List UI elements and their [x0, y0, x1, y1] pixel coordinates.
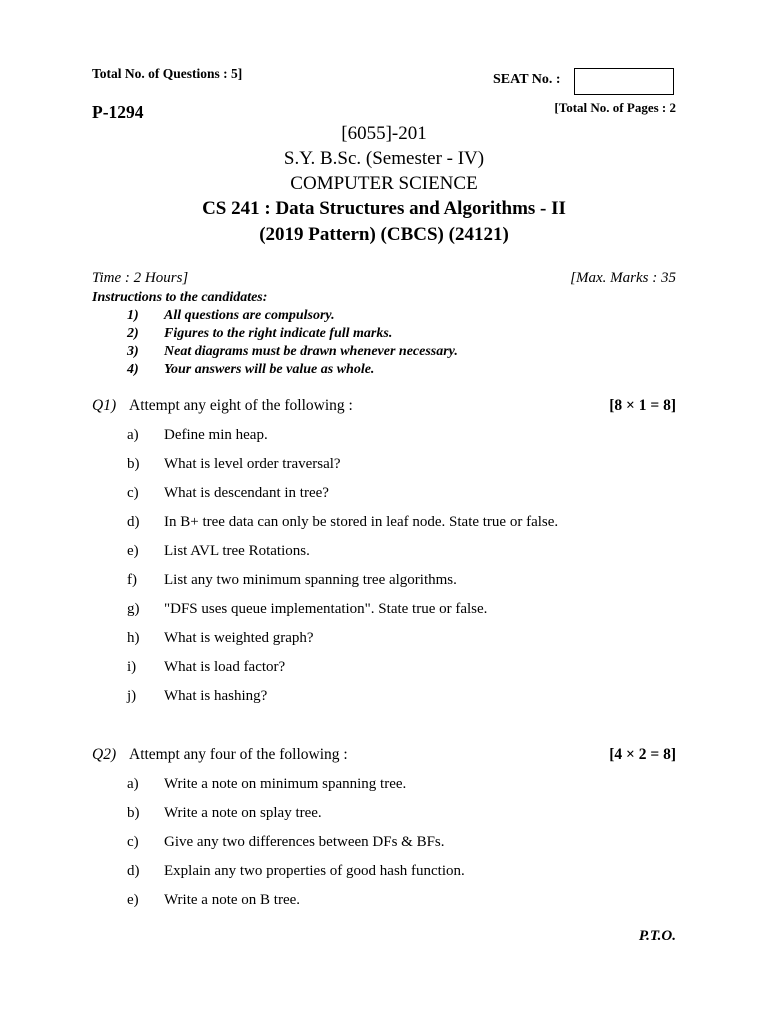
instruction-number: 2): [127, 326, 139, 341]
item-label: c): [127, 834, 139, 850]
item-text: Define min heap.: [164, 427, 268, 443]
question-number: Q1): [92, 397, 117, 414]
item-text: What is level order traversal?: [164, 456, 341, 472]
question-marks: [8 × 1 = 8]: [609, 397, 676, 414]
item-text: "DFS uses queue implementation". State true or false.: [164, 601, 488, 617]
paper-title: CS 241 : Data Structures and Algorithms - II: [202, 198, 566, 219]
instruction-text: All questions are compulsory.: [164, 308, 335, 323]
item-label: g): [127, 601, 140, 617]
item-label: b): [127, 456, 140, 472]
max-marks: [Max. Marks : 35: [570, 270, 676, 286]
instruction-text: Your answers will be value as whole.: [164, 362, 375, 377]
item-text: What is load factor?: [164, 659, 286, 675]
item-label: d): [127, 514, 140, 530]
seat-number-box[interactable]: [574, 68, 674, 95]
seat-number-label: SEAT No. :: [493, 72, 561, 87]
department-title: COMPUTER SCIENCE: [290, 173, 478, 194]
item-text: Give any two differences between DFs & BFs.: [164, 834, 445, 850]
instruction-number: 1): [127, 308, 139, 323]
item-text: Explain any two properties of good hash function.: [164, 863, 465, 879]
item-label: a): [127, 427, 139, 443]
question-number: Q2): [92, 746, 117, 763]
question-marks: [4 × 2 = 8]: [609, 746, 676, 763]
course-title: S.Y. B.Sc. (Semester - IV): [283, 148, 485, 169]
item-label: e): [127, 543, 139, 559]
total-pages: [Total No. of Pages : 2: [554, 100, 676, 115]
item-label: b): [127, 805, 140, 821]
item-text: List any two minimum spanning tree algorithms.: [164, 572, 457, 588]
question-prompt: Attempt any eight of the following :: [129, 397, 353, 414]
instruction-text: Figures to the right indicate full marks.: [164, 326, 393, 341]
item-label: e): [127, 892, 139, 908]
question-prompt: Attempt any four of the following :: [129, 746, 348, 763]
item-text: What is descendant in tree?: [164, 485, 329, 501]
pattern-title: (2019 Pattern) (CBCS) (24121): [259, 224, 509, 245]
paper-code: P-1294: [92, 102, 144, 122]
item-label: h): [127, 630, 140, 646]
item-text: Write a note on minimum spanning tree.: [164, 776, 407, 792]
item-label: a): [127, 776, 139, 792]
exam-code: [6055]-201: [341, 123, 427, 144]
item-text: In B+ tree data can only be stored in leaf node. State true or false.: [164, 514, 559, 530]
instruction-number: 3): [127, 344, 139, 359]
page-turn-over: P.T.O.: [638, 928, 676, 944]
item-label: f): [127, 572, 137, 588]
item-text: Write a note on splay tree.: [164, 805, 322, 821]
total-questions: Total No. of Questions : 5]: [92, 66, 243, 81]
instruction-text: Neat diagrams must be drawn whenever necessary.: [164, 344, 458, 359]
exam-time: Time : 2 Hours]: [92, 270, 189, 286]
item-label: c): [127, 485, 139, 501]
item-label: i): [127, 659, 137, 675]
item-text: Write a note on B tree.: [164, 892, 301, 908]
item-text: List AVL tree Rotations.: [164, 543, 310, 559]
item-label: j): [127, 688, 137, 704]
item-label: d): [127, 863, 140, 879]
instructions-title: Instructions to the candidates:: [92, 290, 268, 305]
item-text: What is hashing?: [164, 688, 268, 704]
item-text: What is weighted graph?: [164, 630, 314, 646]
instruction-number: 4): [127, 362, 139, 377]
